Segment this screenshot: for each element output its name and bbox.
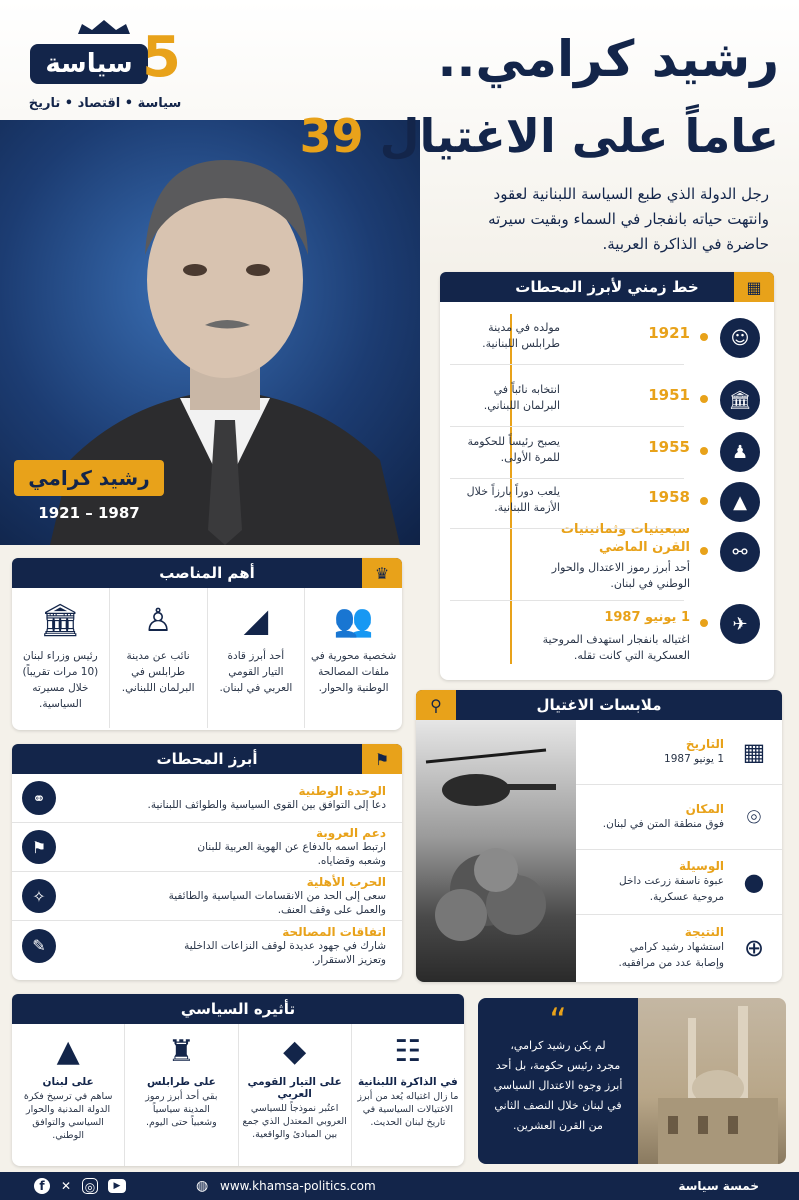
milestone-text: [62, 826, 392, 868]
handshake-icon: ⚯: [720, 532, 760, 572]
calendar-icon: ▦: [734, 272, 774, 302]
timeline-year: سبعينيات وثمانينيات: [560, 522, 690, 537]
logo-crown-icon: [72, 18, 136, 36]
position-text: [219, 648, 292, 696]
assassination-title: المكان: [685, 802, 724, 816]
assassination-text: [584, 859, 734, 905]
influence-header: [12, 994, 464, 1024]
timeline-dot: [700, 447, 708, 455]
milestone-title: دعم العروبة: [315, 826, 386, 840]
timeline-text: [450, 560, 690, 592]
timeline-text-line: البرلمان اللبناني.: [483, 399, 560, 412]
position-text-line: (10 مرات تقريباً): [22, 666, 99, 678]
influence-text-line: بقي أحد أبرز رموز: [145, 1091, 218, 1102]
influence-title: على طرابلس: [146, 1076, 216, 1088]
assassination-text-line: عبوة ناسفة زرعت داخل: [619, 875, 724, 887]
timeline-text: [450, 632, 690, 664]
timeline-item: [440, 378, 774, 426]
quote-line: أبرز وجوه الاعتدال السياسي: [493, 1079, 623, 1092]
position-text: [122, 648, 195, 696]
timeline-text-line: اغتياله بانفجار استهدف المروحية: [542, 633, 690, 646]
timeline-year-cont: القرن الماضي: [598, 540, 690, 555]
assassination-title: النتيجة: [684, 924, 724, 939]
influence-text-line: وشعبياً حتى اليوم.: [146, 1117, 217, 1128]
crowd-icon: ☷: [394, 1034, 422, 1069]
positions-title: أهم المناصب: [159, 564, 255, 582]
people-icon: 👥: [333, 601, 374, 639]
influence-text-line: بين المبادئ والواقعية.: [252, 1129, 338, 1140]
footer-site[interactable]: www.khamsa-politics.com: [220, 1179, 376, 1193]
influence-text-line: العروبي المعتدل الذي جمع: [242, 1116, 347, 1127]
milestone-text-line: ارتبط اسمه بالدفاع عن الهوية العربية للبنان: [197, 841, 386, 853]
position-text-line: نائب عن مدينة: [126, 650, 190, 662]
position-item: [12, 588, 109, 728]
globe-icon: ◍: [196, 1178, 209, 1194]
assassination-text: [584, 925, 734, 971]
parliament-icon: 🏛: [720, 380, 760, 420]
influence-text-line: ساهم في ترسيخ فكرة: [23, 1091, 113, 1102]
timeline-dot: [700, 333, 708, 341]
milestone-text: [62, 875, 392, 917]
bookmark-icon: ⚑: [362, 744, 402, 774]
assassination-text-line: وإصابة عدد من مرافقيه.: [618, 956, 724, 969]
position-text-line: السياسية.: [38, 698, 82, 710]
subtitle-line: وانتهت حياته بانفجار في السماء وبقيت سيرته: [488, 210, 769, 228]
quote-icon: “: [549, 1001, 567, 1041]
milestone-text-line: دعا إلى التوافق بين القوى السياسية والطوائف اللبنانية.: [147, 799, 386, 811]
milestones-title: أبرز المحطات: [156, 750, 258, 768]
milestone-text-line: وتعزيز الاستقرار.: [311, 953, 386, 966]
influence-text: [242, 1102, 346, 1141]
timeline-text: [450, 434, 560, 466]
clocktower-icon: ♜: [167, 1034, 195, 1069]
influence-item: [12, 1024, 124, 1166]
assassination-text: [584, 737, 734, 767]
government-icon: 🏛: [40, 601, 81, 639]
position-item: [304, 588, 402, 728]
influence-text-line: المدينة سياسياً: [152, 1104, 210, 1115]
timeline-text-line: الأزمة اللبنانية.: [494, 501, 560, 514]
subtitle-line: حاضرة في الذاكرة العربية.: [602, 235, 769, 253]
influence-text-line: السياسي والتوافق: [32, 1117, 104, 1128]
timeline-dot: [700, 497, 708, 505]
instagram-icon[interactable]: ◎: [82, 1178, 98, 1194]
influence-item: [124, 1024, 237, 1166]
influence-title: تأثيره السياسي: [180, 1000, 296, 1018]
position-text-line: البرلمان اللبناني.: [121, 682, 195, 694]
influence-text: [145, 1090, 217, 1129]
influence-panel: [12, 994, 464, 1166]
dove-icon: ✧: [22, 879, 56, 913]
divider: [450, 478, 684, 479]
influence-title: على لبنان: [42, 1076, 94, 1088]
timeline-dot: [700, 395, 708, 403]
facebook-icon[interactable]: f: [34, 1178, 50, 1194]
timeline-text-line: العسكرية التي كانت تقله.: [573, 649, 690, 662]
position-item: [109, 588, 207, 728]
timeline-text-line: للمرة الأولى.: [500, 451, 560, 464]
position-text-line: أحد أبرز قادة: [227, 650, 285, 662]
positions-panel: [12, 558, 402, 730]
timeline-header: [440, 272, 774, 302]
assassination-text-line: استشهاد رشيد كرامي: [629, 940, 724, 953]
timeline-dot: [700, 547, 708, 555]
title-number: 39: [299, 109, 364, 163]
milestone-item: [12, 921, 402, 970]
assassination-text: [584, 802, 734, 832]
influence-text: [24, 1090, 113, 1142]
influence-text-line: ما زال اغتياله يُعد من أبرز: [357, 1091, 459, 1102]
assassination-item: [576, 850, 782, 915]
timeline-text-line: مولده في مدينة: [488, 321, 560, 334]
milestone-text: [62, 925, 392, 967]
quote-box: [478, 998, 638, 1164]
subtitle: [369, 182, 769, 257]
podium-icon: ♟: [720, 432, 760, 472]
timeline-year: 1 يونيو 1987: [604, 610, 690, 625]
influence-text-line: اعتُبر نموذجاً للسياسي: [250, 1103, 339, 1114]
influence-title: على التيار القومي العربي: [247, 1076, 342, 1100]
divider: [450, 426, 684, 427]
milestone-text-line: سعى إلى الحد من الانقسامات السياسية والطائفية: [168, 890, 386, 902]
timeline-text-line: أحد أبرز رموز الاعتدال والحوار: [551, 561, 690, 574]
milestone-text-line: وشعبه وقضاياه.: [317, 855, 386, 867]
assassination-title: التاريخ: [685, 737, 724, 751]
influence-text-line: الاغتيالات السياسية في: [362, 1104, 453, 1115]
assassination-text-line: فوق منطقة المتن في لبنان.: [602, 818, 724, 830]
timeline-text: [450, 484, 560, 516]
page-title: رشيد كرامي..: [437, 30, 779, 88]
timeline-text-line: يصبح رئيساً للحكومة: [467, 435, 560, 448]
assassination-text-line: مروحية عسكرية.: [649, 891, 724, 903]
timeline-title: خط زمني لأبرز المحطات: [515, 278, 699, 296]
quote-line: لم يكن رشيد كرامي،: [510, 1039, 606, 1052]
milestone-item: [12, 774, 402, 823]
milestone-text-line: والعمل على وقف العنف.: [277, 904, 386, 916]
divider: [450, 364, 684, 365]
influence-text-line: الدولة المدنية والحوار: [26, 1104, 111, 1115]
milestones-panel: [12, 744, 402, 980]
timeline-item: [440, 522, 774, 600]
timeline-dot: [700, 619, 708, 627]
assassination-title: الوسيلة: [678, 859, 724, 873]
target-icon: ⊕: [743, 933, 765, 962]
baby-icon: ☺: [720, 318, 760, 358]
position-text-line: الوطنية والحوار.: [318, 682, 389, 694]
mosque-image: [638, 998, 786, 1164]
assassination-item: [576, 720, 782, 785]
influence-title: في الذاكرة اللبنانية: [357, 1076, 458, 1088]
position-text-line: طرابلس في: [131, 666, 186, 678]
location-icon: ⌾: [746, 803, 762, 831]
quote-line: من القرن العشرين.: [513, 1119, 603, 1132]
timeline-item: [440, 316, 774, 364]
calendar-icon: ▦: [742, 738, 766, 766]
arab-map-icon: ◆: [283, 1034, 307, 1069]
award-icon: ♛: [362, 558, 402, 588]
x-icon[interactable]: ✕: [60, 1179, 72, 1193]
influence-text: [357, 1090, 458, 1129]
timeline-item: [440, 602, 774, 662]
position-text-line: العربي في لبنان.: [219, 682, 293, 694]
milestone-title: الوحدة الوطنية: [298, 784, 386, 798]
influence-text-line: الوطني.: [52, 1130, 85, 1141]
assassination-title: ملابسات الاغتيال: [536, 696, 662, 714]
youtube-icon[interactable]: ▶: [108, 1179, 126, 1193]
footer: [0, 1172, 799, 1200]
bomb-icon: ●: [743, 868, 765, 896]
divider: [450, 600, 684, 601]
helicopter-explosion-image: [416, 720, 576, 982]
assassination-text-line: 1 يونيو 1987: [664, 753, 724, 765]
position-text-line: التيار القومي: [228, 666, 284, 678]
quote-line: في لبنان خلال النصف الثاني: [494, 1099, 622, 1112]
portrait-years: 1921 – 1987: [38, 504, 140, 522]
brand-name: سياسة: [30, 44, 148, 84]
helicopter-icon: ✈: [720, 604, 760, 644]
title-text: عاماً على الاغتيال: [379, 109, 779, 163]
quote-line: مجرد رئيس حكومة، بل أحد: [495, 1059, 621, 1072]
timeline-year: 1951: [648, 386, 690, 404]
position-text: [311, 648, 396, 696]
magnifier-icon: ⚲: [416, 690, 456, 720]
assassination-panel: [416, 690, 782, 982]
assassination-header: [416, 690, 782, 720]
cedar-icon: ▲: [56, 1034, 80, 1069]
assassination-item: [576, 915, 782, 980]
cedar-icon: ▲: [720, 482, 760, 522]
speaker-icon: ♙: [143, 601, 173, 639]
lebanon-map-icon: ◢: [243, 601, 269, 639]
milestone-text-line: شارك في جهود عديدة لوقف النزاعات الداخلية: [184, 939, 386, 952]
milestone-title: اتفاقات المصالحة: [282, 924, 386, 939]
milestone-item: [12, 872, 402, 921]
timeline-item: [440, 430, 774, 478]
brand-tagline: سياسة • اقتصاد • تاريخ: [28, 96, 182, 111]
position-text: [22, 648, 98, 712]
timeline-text: [450, 382, 560, 414]
timeline-text-line: الوطني في لبنان.: [610, 577, 690, 590]
influence-text-line: تاريخ لبنان الحديث.: [370, 1117, 446, 1128]
position-text-line: رئيس وزراء لبنان: [23, 650, 98, 662]
footer-brand: خمسة سياسة: [678, 1179, 759, 1193]
portrait-name: رشيد كرامي: [14, 460, 164, 496]
influence-item: [351, 1024, 464, 1166]
timeline-item: [440, 480, 774, 528]
positions-header: [12, 558, 402, 588]
timeline-text-line: يلعب دوراً بارزاً خلال: [466, 485, 560, 498]
timeline-text-line: طرابلس اللبنانية.: [482, 337, 560, 350]
agreement-icon: ✎: [22, 929, 56, 963]
position-text-line: ملفات المصالحة: [318, 666, 390, 678]
assassination-item: [576, 785, 782, 850]
brand-logo: [24, 18, 184, 90]
timeline-year: 1955: [648, 438, 690, 456]
timeline-text: [450, 320, 560, 352]
timeline-panel: [440, 272, 774, 680]
timeline-text-line: انتخابه نائباً في: [493, 383, 560, 396]
influence-item: [238, 1024, 351, 1166]
position-text-line: شخصية محورية في: [310, 650, 397, 662]
timeline-year: 1921: [648, 324, 690, 342]
milestone-text: [62, 784, 392, 812]
unity-icon: ⚭: [22, 781, 56, 815]
milestone-item: [12, 823, 402, 872]
position-item: [207, 588, 305, 728]
flag-icon: ⚑: [22, 830, 56, 864]
milestone-title: الحرب الأهلية: [306, 875, 386, 889]
timeline-year: 1958: [648, 488, 690, 506]
brand-number: 5: [142, 25, 181, 90]
subtitle-line: رجل الدولة الذي طبع السياسة اللبنانية لعقود: [493, 185, 769, 203]
milestones-header: [12, 744, 402, 774]
position-text-line: خلال مسيرته: [32, 682, 89, 694]
